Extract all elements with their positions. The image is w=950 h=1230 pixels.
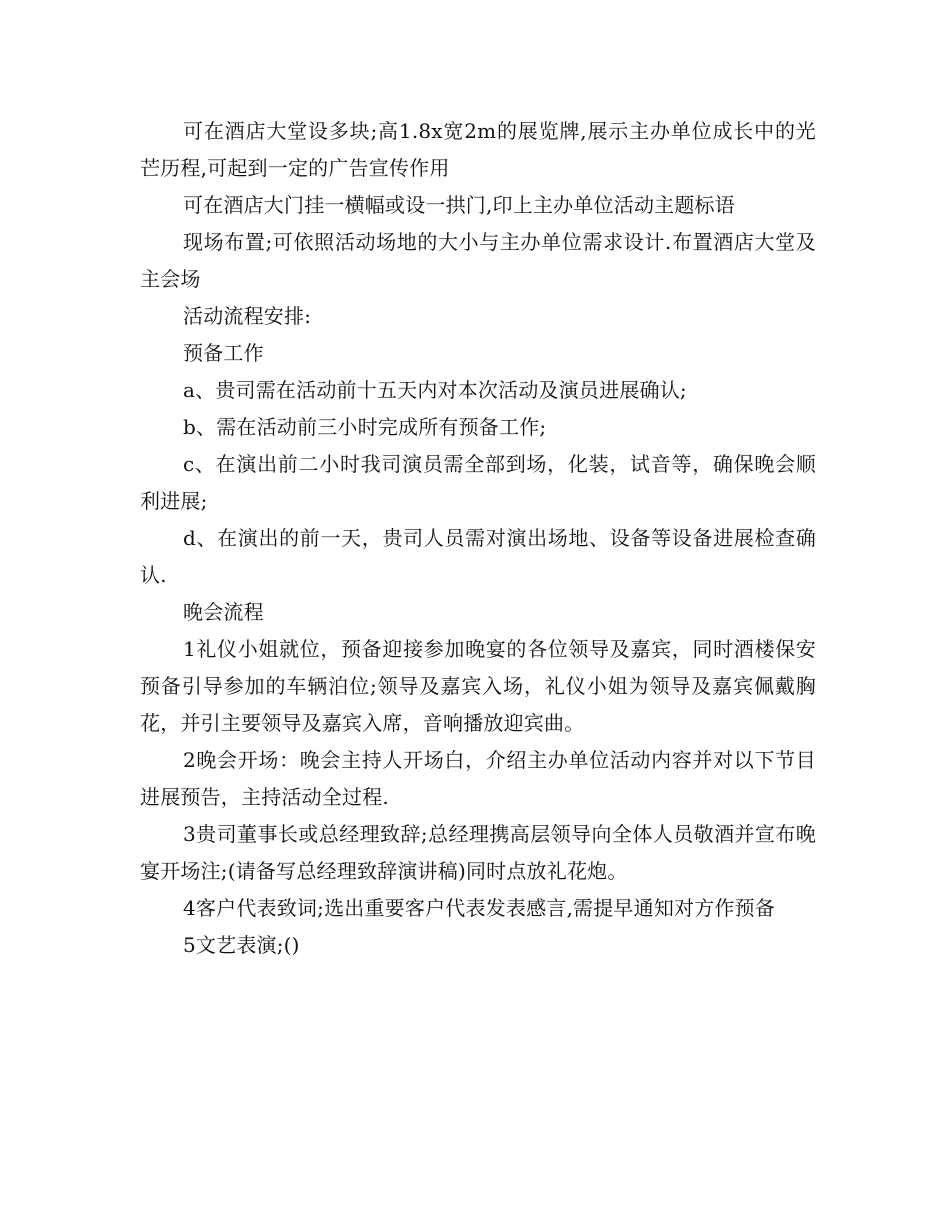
- paragraph-venue-layout: 现场布置;可依照活动场地的大小与主办单位需求设计.布置酒店大堂及主会场: [140, 230, 816, 291]
- heading-evening-program: 晚会流程: [183, 600, 264, 624]
- list-item-prep-d: d、在演出的前一天，贵司人员需对演出场地、设备等设备进展检查确认.: [140, 526, 816, 587]
- list-item-program-5: 5文艺表演;(): [183, 933, 300, 957]
- list-item-program-1: 1礼仪小姐就位，预备迎接参加晚宴的各位领导及嘉宾，同时酒楼保安预备引导参加的车辆泊位;领导及嘉宾入场，礼仪小姐为领导及嘉宾佩戴胸花，并引主要领导及嘉宾入席，音响播放迎宾曲。: [140, 637, 816, 735]
- paragraph-banner-arch: 可在酒店大门挂一横幅或设一拱门,印上主办单位活动主题标语: [183, 193, 735, 217]
- heading-preparation: 预备工作: [183, 341, 264, 365]
- list-item-prep-b: b、需在活动前三小时完成所有预备工作;: [183, 415, 547, 439]
- list-item-prep-c: c、在演出前二小时我司演员需全部到场，化装，试音等，确保晚会顺利进展;: [140, 452, 816, 513]
- heading-activity-schedule: 活动流程安排:: [183, 304, 312, 328]
- document-body: [140, 113, 816, 964]
- list-item-program-2: 2晚会开场：晚会主持人开场白，介绍主办单位活动内容并对以下节目进展预告，主持活动全过程.: [140, 748, 816, 809]
- list-item-program-4: 4客户代表致词;选出重要客户代表发表感言,需提早通知对方作预备: [183, 896, 776, 920]
- list-item-program-3: 3贵司董事长或总经理致辞;总经理携高层领导向全体人员敬酒并宣布晚宴开场注;(请备写总经理致辞演讲稿)同时点放礼花炮。: [140, 822, 816, 883]
- paragraph-exhibition-boards: 可在酒店大堂设多块;高1.8x宽2m的展览牌,展示主办单位成长中的光芒历程,可起到一定的广告宣传作用: [140, 119, 816, 180]
- list-item-prep-a: a、贵司需在活动前十五天内对本次活动及演员进展确认;: [183, 378, 687, 402]
